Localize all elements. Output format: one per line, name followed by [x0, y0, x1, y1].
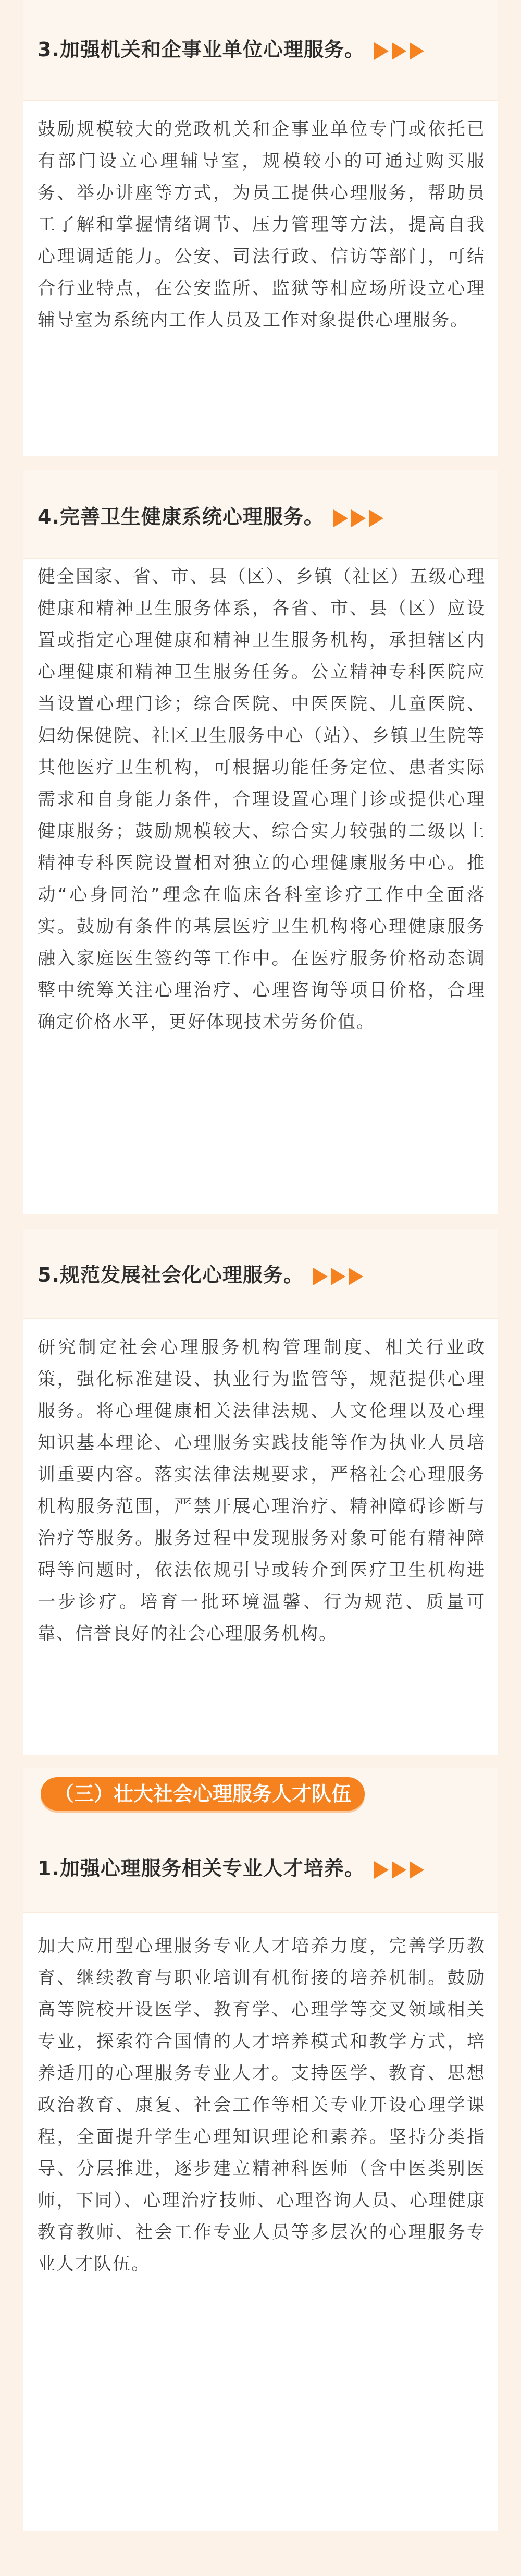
section-heading	[38, 501, 383, 529]
section-header	[23, 1822, 498, 1913]
section-body: 加大应用型心理服务专业人才培养力度，完善学历教育、继续教育与职业培训有机衔接的培养机制。鼓励高等院校开设医学、教育学、心理学等交叉领域相关专业，探索符合国情的人才培养模式和教学方式，培养适用的心理服务专业人才。支持医学、教育、思想政治教育、康复、社会工作等相关专业开设心理学课程，全面提升学生心理知识理论和素养。坚持分类指导、分层推进，逐步建立精神科医师（含中医类别医师，下同）、心理治疗技师、心理咨询人员、心理健康教育教师、社会工作专业人员等多层次的心理服务专业人才队伍。	[38, 1936, 486, 2275]
chapter-banner-label: （三）壮大社会心理服务人才队伍	[41, 1777, 365, 1811]
section-heading	[38, 1852, 424, 1881]
section-card-6	[23, 1822, 498, 2531]
triple-arrow-icon	[374, 42, 424, 60]
section-body: 鼓励规模较大的党政机关和企事业单位专门或依托已有部门设立心理辅导室，规模较小的可通过购买服务、举办讲座等方式，为员工提供心理服务，帮助员工了解和掌握情绪调节、压力管理等方法，提高自我心理调适能力。公安、司法行政、信访等部门，可结合行业特点，在公安监所、监狱等相应场所设立心理辅导室为系统内工作人员及工作对象提供心理服务。	[38, 119, 486, 331]
section-heading	[38, 33, 424, 62]
section-header	[23, 1229, 498, 1319]
section-heading	[38, 1259, 363, 1287]
triple-arrow-icon	[313, 1268, 363, 1285]
section-title-text: 4.完善卫生健康系统心理服务。	[38, 505, 324, 528]
section-body: 健全国家、省、市、县（区）、乡镇（社区）五级心理健康和精神卫生服务体系，各省、市、县（区）应设置或指定心理健康和精神卫生服务机构，承担辖区内心理健康和精神卫生服务任务。公立精神专科医院应当设置心理门诊；综合医院、中医医院、儿童医院、妇幼保健院、社区卫生服务中心（站）、乡镇卫生院等其他医疗卫生机构，可根据功能任务定位、患者实际需求和自身能力条件，合理设置心理门诊或提供心理健康服务；鼓励规模较大、综合实力较强的二级以上精神专科医院设置相对独立的心理健康服务中心。推动“心身同治”理念在临床各科室诊疗工作中全面落实。鼓励有条件的基层医疗卫生机构将心理健康服务融入家庭医生签约等工作中。在医疗服务价格动态调整中统筹关注心理治疗、心理咨询等项目价格，合理确定价格水平，更好体现技术劳务价值。	[38, 566, 486, 1032]
triple-arrow-icon	[374, 1861, 424, 1879]
section-title-text: 5.规范发展社会化心理服务。	[38, 1263, 304, 1286]
section-title-text: 3.加强机关和企事业单位心理服务。	[38, 38, 365, 61]
section-title-text: 1.加强心理服务相关专业人才培养。	[38, 1857, 365, 1880]
section-card-3	[23, 0, 498, 456]
section-card-4	[23, 470, 498, 1214]
section-header	[23, 0, 498, 101]
triple-arrow-icon	[333, 509, 383, 527]
section-card-5	[23, 1229, 498, 1755]
chapter-banner	[23, 1768, 498, 1822]
section-body: 研究制定社会心理服务机构管理制度、相关行业政策，强化标准建设、执业行为监管等，规范提供心理服务。将心理健康相关法律法规、人文伦理以及心理知识基本理论、心理服务实践技能等作为执业人员培训重要内容。落实法律法规要求，严格社会心理服务机构服务范围，严禁开展心理治疗、精神障碍诊断与治疗等服务。服务过程中发现服务对象可能有精神障碍等问题时，依法依规引导或转介到医疗卫生机构进一步诊疗。培育一批环境温馨、行为规范、质量可靠、信誉良好的社会心理服务机构。	[38, 1337, 486, 1644]
section-header	[23, 470, 498, 559]
